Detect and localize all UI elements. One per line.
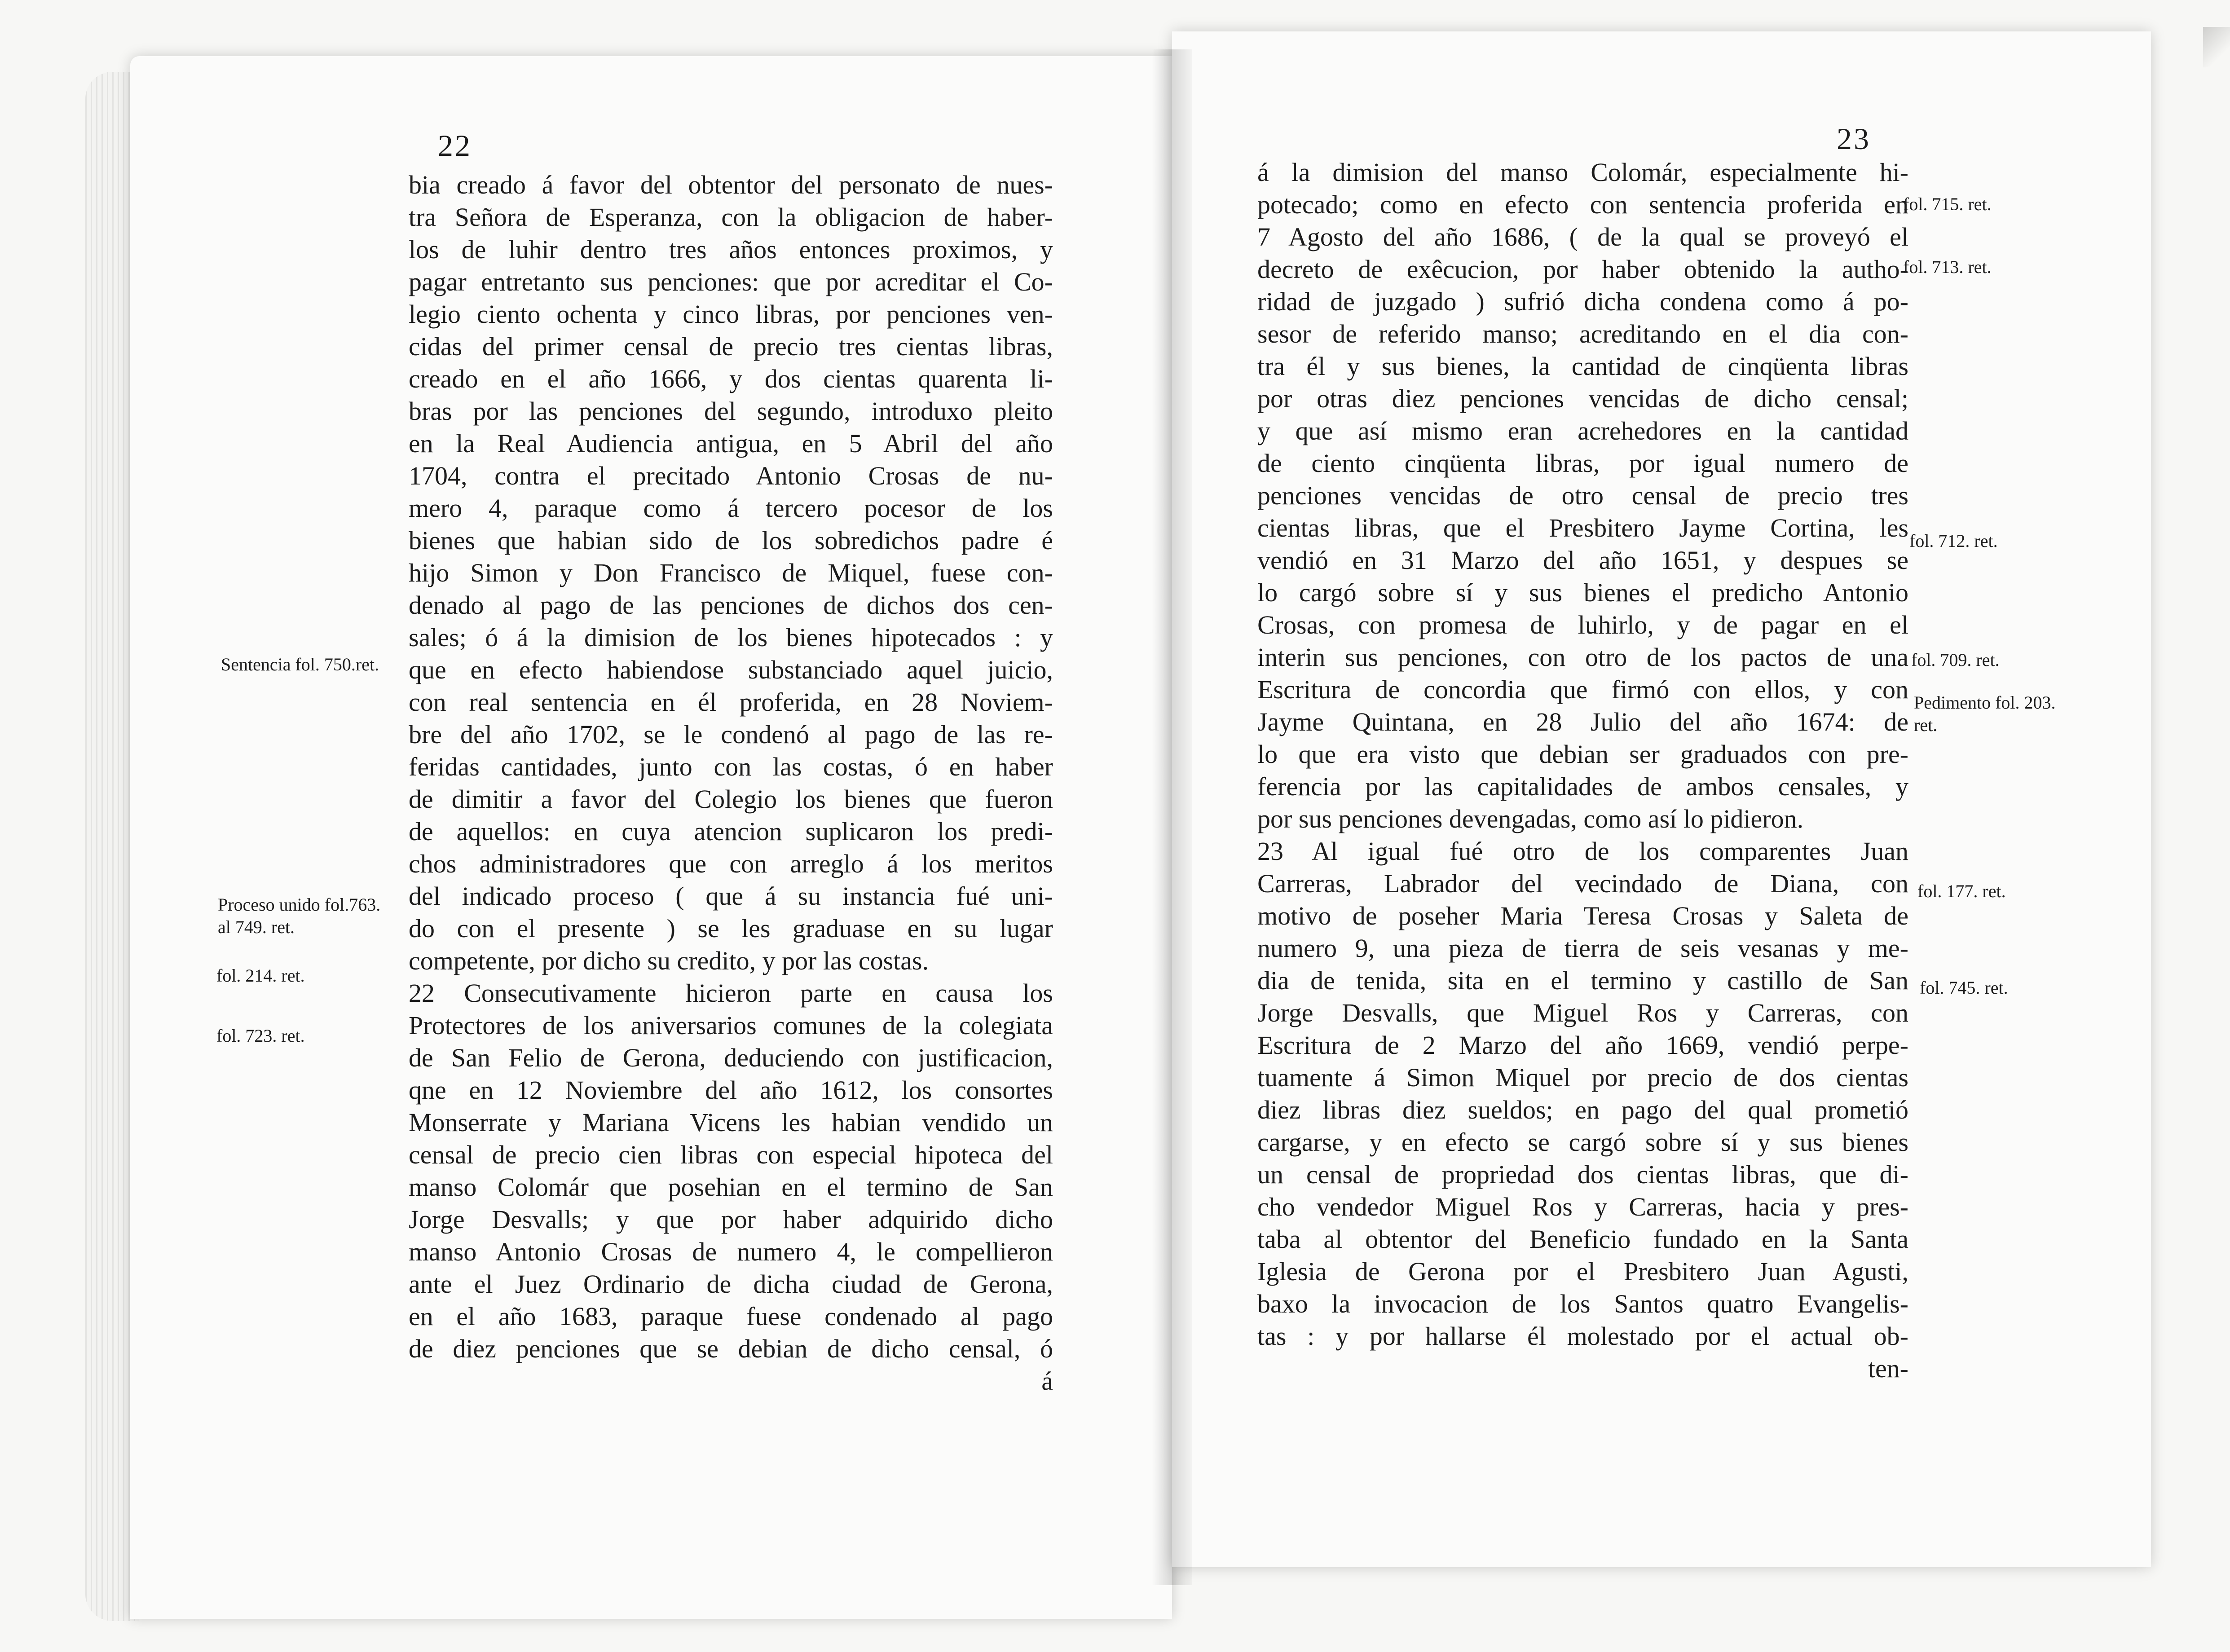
text-line: Escritura de 2 Marzo del año 1669, vendió perpe- <box>1257 1031 1908 1060</box>
margin-note <box>1903 256 1992 278</box>
margin-note <box>1903 193 1992 216</box>
margin-note <box>1911 649 2000 671</box>
text-line: sesor de referido manso; acreditando en el dia con- <box>1257 319 1908 348</box>
text-line: Escritura de concordia que firmó con ellos, y con <box>1257 675 1908 704</box>
text-line: qne en 12 Noviembre del año 1612, los consortes <box>409 1075 1053 1105</box>
text-line: chos administradores que con arreglo á los meritos <box>409 849 1053 878</box>
text-line: vendió en 31 Marzo del año 1651, y despues se <box>1257 546 1908 575</box>
text-line: de aquellos: en cuya atencion suplicaron los predi- <box>409 817 1053 846</box>
text-line: lo que era visto que debian ser graduados con pre- <box>1257 740 1908 769</box>
margin-note <box>216 1025 305 1047</box>
text-line: manso Antonio Crosas de numero 4, le compellieron <box>409 1237 1053 1266</box>
text-line: ridad de juzgado ) sufrió dicha condena como á po- <box>1257 287 1908 316</box>
text-line: 7 Agosto del año 1686, ( de la qual se proveyó el <box>1257 222 1908 251</box>
text-line: bia creado á favor del obtentor del personato de nues- <box>409 170 1053 199</box>
text-line: bre del año 1702, se le condenó al pago de las re- <box>409 720 1053 749</box>
text-line: do con el presente ) se les graduase en su lugar <box>409 914 1053 943</box>
text-line: y que así mismo eran acrehedores en la cantidad <box>1257 416 1908 445</box>
book-gutter <box>1152 49 1192 1585</box>
margin-note <box>1914 692 2056 736</box>
margin-note-line: fol. 713. ret. <box>1903 257 1992 277</box>
text-line: interin sus penciones, con otro de los pactos de una <box>1257 643 1908 672</box>
text-line: á la dimision del manso Colomár, especialmente hi- <box>1257 158 1908 187</box>
text-line: sales; ó á la dimision de los bienes hipotecados : y <box>409 623 1053 652</box>
margin-note-line: fol. 709. ret. <box>1911 650 2000 670</box>
text-line: ten- <box>1868 1354 1908 1383</box>
right-page-text <box>1257 156 1908 1385</box>
text-line: Jorge Desvalls; y que por haber adquirido dicho <box>409 1205 1053 1234</box>
text-line: mero 4, paraque como á tercero pocesor de los <box>409 493 1053 523</box>
text-line: de San Felio de Gerona, deduciendo con justificacion, <box>409 1043 1053 1072</box>
left-page-text <box>409 169 1053 1397</box>
margin-note-line: al 749. ret. <box>218 917 295 937</box>
text-line: ante el Juez Ordinario de dicha ciudad de Gerona, <box>409 1269 1053 1299</box>
text-line: baxo la invocacion de los Santos quatro Evangelis- <box>1257 1289 1908 1318</box>
text-line: censal de precio cien libras con especial hipoteca del <box>409 1140 1053 1169</box>
text-line: tra él y sus bienes, la cantidad de cinqüenta libras <box>1257 352 1908 381</box>
text-line: Monserrate y Mariana Vicens les habian vendido un <box>409 1108 1053 1137</box>
page-number-right: 23 <box>1837 122 1871 156</box>
text-line: bienes que habian sido de los sobredichos padre é <box>409 526 1053 555</box>
text-line: 23 Al igual fué otro de los comparentes Juan <box>1257 837 1908 866</box>
margin-note-line: fol. 712. ret. <box>1909 531 1998 551</box>
text-line: bras por las penciones del segundo, introduxo pleito <box>409 396 1053 426</box>
text-line: feridas cantidades, junto con las costas, ó en haber <box>409 752 1053 781</box>
text-line: que en efecto habiendose substanciado aquel juicio, <box>409 655 1053 684</box>
page-number-left: 22 <box>438 128 472 163</box>
text-line: numero 9, una pieza de tierra de seis vesanas y me- <box>1257 934 1908 963</box>
text-line: creado en el año 1666, y dos cientas quarenta li- <box>409 364 1053 393</box>
text-line: Carreras, Labrador del vecindado de Diana, con <box>1257 869 1908 898</box>
text-line: potecado; como en efecto con sentencia proferida en <box>1257 190 1908 219</box>
text-line: 22 Consecutivamente hicieron parte en causa los <box>409 978 1053 1008</box>
text-line: de dimitir a favor del Colegio los bienes que fueron <box>409 784 1053 814</box>
text-line: del indicado proceso ( que á su instancia fué uni- <box>409 881 1053 911</box>
margin-note-line: fol. 715. ret. <box>1903 194 1992 214</box>
text-line: Iglesia de Gerona por el Presbitero Juan Agusti, <box>1257 1257 1908 1286</box>
text-line: tuamente á Simon Miquel por precio de dos cientas <box>1257 1063 1908 1092</box>
text-line: penciones vencidas de otro censal de precio tres <box>1257 481 1908 510</box>
text-line: un censal de propriedad dos cientas libras, que di- <box>1257 1160 1908 1189</box>
text-line: cientas libras, que el Presbitero Jayme Cortina, les <box>1257 513 1908 542</box>
text-line: Jayme Quintana, en 28 Julio del año 1674: de <box>1257 707 1908 736</box>
text-line: denado al pago de las penciones de dichos dos cen- <box>409 590 1053 620</box>
margin-note-line: ret. <box>1914 715 1938 735</box>
margin-note-line: fol. 723. ret. <box>216 1026 305 1046</box>
text-line: cho vendedor Miguel Ros y Carreras, hacia y pres- <box>1257 1192 1908 1221</box>
margin-note <box>1909 530 1998 552</box>
text-line: por sus penciones devengadas, como así lo pidieron. <box>1257 804 1804 833</box>
text-line: en la Real Audiencia antigua, en 5 Abril del año <box>409 429 1053 458</box>
margin-note-line: fol. 214. ret. <box>216 965 305 986</box>
margin-note <box>1920 977 2008 999</box>
text-line: legio ciento ochenta y cinco libras, por penciones ven- <box>409 300 1053 329</box>
text-line: de ciento cinqüenta libras, por igual numero de <box>1257 449 1908 478</box>
text-line: cidas del primer censal de precio tres cientas libras, <box>409 332 1053 361</box>
text-line: con real sentencia en él proferida, en 28 Noviem- <box>409 687 1053 717</box>
text-line: taba al obtentor del Beneficio fundado en la Santa <box>1257 1225 1908 1254</box>
text-line: manso Colomár que posehian en el termino de San <box>409 1172 1053 1202</box>
text-line: decreto de exêcucion, por haber obtenido la autho- <box>1257 255 1908 284</box>
text-line: competente, por dicho su credito, y por las costas. <box>409 946 929 975</box>
margin-note <box>221 653 379 676</box>
text-line: de diez penciones que se debian de dicho censal, ó <box>409 1334 1053 1363</box>
text-line: dia de tenida, sita en el termino y castillo de San <box>1257 966 1908 995</box>
text-line: pagar entretanto sus penciones: que por acreditar el Co- <box>409 267 1053 296</box>
text-line: cargarse, y en efecto se cargó sobre sí y sus bienes <box>1257 1128 1908 1157</box>
margin-note-line: fol. 745. ret. <box>1920 978 2008 998</box>
margin-note-line: fol. 177. ret. <box>1917 881 2006 901</box>
text-line: Jorge Desvalls, que Miguel Ros y Carreras, con <box>1257 998 1908 1027</box>
margin-note <box>218 894 380 938</box>
text-line: motivo de poseher Maria Teresa Crosas y Saleta de <box>1257 901 1908 930</box>
text-line: ferencia por las capitalidades de ambos censales, y <box>1257 772 1908 801</box>
text-line: 1704, contra el precitado Antonio Crosas de nu- <box>409 461 1053 490</box>
margin-note-line: Proceso unido fol.763. <box>218 894 381 915</box>
margin-note <box>1917 880 2006 903</box>
text-line: en el año 1683, paraque fuese condenado al pago <box>409 1302 1053 1331</box>
text-line: por otras diez penciones vencidas de dicho censal; <box>1257 384 1908 413</box>
text-line: Crosas, con promesa de luhirlo, y de pagar en el <box>1257 610 1908 639</box>
text-line: diez libras diez sueldos; en pago del qual prometió <box>1257 1095 1908 1124</box>
text-line: tra Señora de Esperanza, con la obligacion de haber- <box>409 203 1053 232</box>
margin-note-line: Pedimento fol. 203. <box>1914 692 2056 713</box>
text-line: hijo Simon y Don Francisco de Miquel, fuese con- <box>409 558 1053 587</box>
text-line: lo cargó sobre sí y sus bienes el predicho Antonio <box>1257 578 1908 607</box>
text-line: Protectores de los aniversarios comunes de la colegiata <box>409 1011 1053 1040</box>
margin-note-line: Sentencia fol. 750.ret. <box>221 654 379 674</box>
margin-note <box>216 965 305 987</box>
text-line: á <box>1041 1366 1053 1396</box>
text-line: los de luhir dentro tres años entonces proximos, y <box>409 235 1053 264</box>
text-line: tas : y por hallarse él molestado por el actual ob- <box>1257 1322 1908 1351</box>
corner-fold <box>2203 27 2230 67</box>
